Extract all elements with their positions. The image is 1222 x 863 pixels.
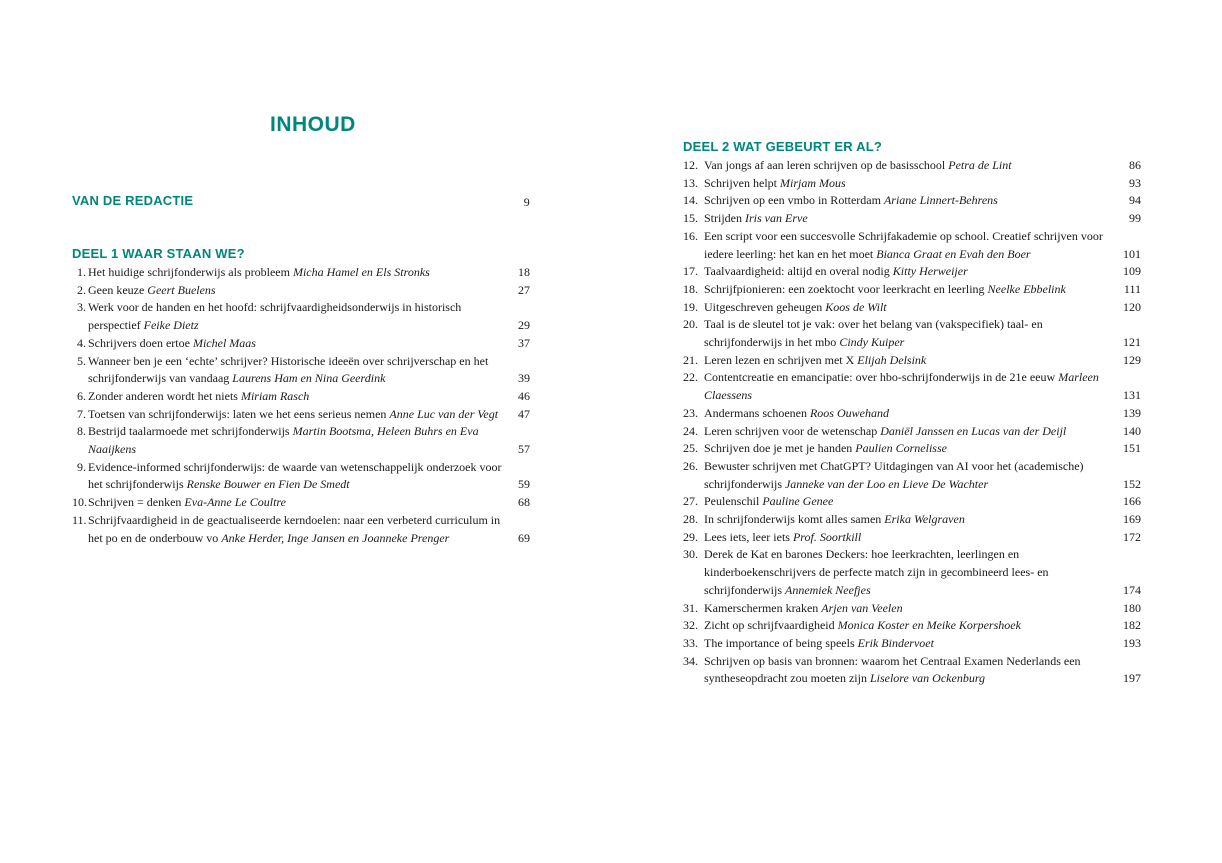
entry-author: Koos de Wilt: [825, 299, 887, 314]
entry-page-number: 166: [1123, 494, 1141, 509]
entry-number: 15.: [683, 211, 698, 226]
heading-label: VAN DE REDACTIE: [72, 193, 194, 208]
entry-title: Toetsen van schrijfonderwijs: laten we het eens serieus nemen: [88, 406, 387, 421]
entry-author: Iris van Erve: [745, 211, 808, 226]
entry-title: Werk voor de handen en het hoofd: schrijfvaardigheidsonderwijs in historisch perspectief: [88, 300, 462, 333]
entry-author: Elijah Delsink: [857, 352, 927, 367]
entry-page-number: 39: [518, 371, 530, 386]
entry-number: 20.: [683, 317, 698, 332]
toc-entry[interactable]: [683, 423, 1141, 441]
toc-entry[interactable]: [72, 512, 530, 547]
entry-number: 27.: [683, 494, 698, 509]
toc-entry[interactable]: [72, 494, 530, 512]
entry-author: Eva-Anne Le Coultre: [184, 495, 286, 510]
toc-entry[interactable]: [683, 600, 1141, 618]
entry-author: Ariane Linnert-Behrens: [883, 193, 998, 208]
entry-page-number: 94: [1129, 193, 1141, 208]
entry-author: Cindy Kuiper: [839, 335, 905, 350]
page-title: INHOUD: [270, 113, 356, 136]
toc-entry[interactable]: [72, 264, 530, 282]
entry-author: Marleen Claessens: [704, 370, 1099, 403]
entry-number: 22.: [683, 370, 698, 385]
entry-author: Laurens Ham en Nina Geerdink: [232, 371, 386, 386]
entry-number: 16.: [683, 228, 698, 243]
entry-title: Schrijvers doen ertoe: [88, 335, 190, 350]
entry-number: 9.: [77, 459, 86, 474]
entry-page-number: 111: [1123, 281, 1141, 296]
entry-number: 3.: [77, 300, 86, 315]
entry-page-number: 182: [1123, 618, 1141, 633]
entry-author: Petra de Lint: [948, 158, 1012, 172]
toc-entry[interactable]: [683, 493, 1141, 511]
entry-page-number: 152: [1123, 476, 1141, 491]
entry-number: 23.: [683, 405, 698, 420]
entry-author: Arjen van Veelen: [821, 600, 903, 615]
entry-author: Janneke van der Loo en Lieve De Wachter: [784, 476, 989, 491]
entry-number: 28.: [683, 512, 698, 527]
entry-page-number: 120: [1123, 299, 1141, 314]
entry-number: 29.: [683, 529, 698, 544]
toc-entry[interactable]: [683, 511, 1141, 529]
entry-title: Geen keuze: [88, 282, 145, 297]
entry-page-number: 69: [518, 530, 530, 545]
entry-author: Mirjam Mous: [779, 175, 846, 190]
entry-author: Miriam Rasch: [240, 388, 310, 403]
entry-number: 32.: [683, 618, 698, 633]
toc-entry[interactable]: [683, 263, 1141, 281]
entry-title: Taal is de sleutel tot je vak: over het belang van (vakspecifiek) taal- en schrijfonderwijs in het mbo: [704, 317, 1043, 350]
entry-page-number: 37: [518, 335, 530, 350]
toc-entry[interactable]: [72, 459, 530, 494]
entry-number: 18.: [683, 281, 698, 296]
entry-title: In schrijfonderwijs komt alles samen: [704, 512, 882, 527]
entry-page-number: 174: [1123, 582, 1141, 597]
toc-entry[interactable]: [72, 388, 530, 406]
entry-author: Kitty Herweijer: [892, 264, 968, 279]
entry-author: Monica Koster en Meike Korpershoek: [837, 618, 1021, 633]
entry-title: Derek de Kat en barones Deckers: hoe leerkrachten, leerlingen en kinderboekenschrijvers de perfecte match zijn in gecombineerd lees- en schrijfonderwijs: [704, 547, 1049, 597]
section-heading-redactie[interactable]: [72, 193, 530, 211]
entry-page-number: 151: [1123, 441, 1141, 456]
entry-title: Een script voor een succesvolle Schrijfakademie op school. Creatief schrijven voor iedere leerling: het kan en het moet: [704, 228, 1103, 261]
entry-title: Schrijven op basis van bronnen: waarom het Centraal Examen Nederlands een syntheseopdracht zou moeten zijn: [704, 653, 1081, 686]
entry-number: 1.: [77, 265, 86, 279]
toc-entry[interactable]: [683, 440, 1141, 458]
entry-number: 5.: [77, 353, 86, 368]
entry-page-number: 131: [1123, 388, 1141, 403]
entry-page-number: 139: [1123, 405, 1141, 420]
entry-page-number: 109: [1123, 264, 1141, 279]
entry-title: Bewuster schrijven met ChatGPT? Uitdagingen van AI voor het (academische) schrijfonderwijs: [704, 458, 1084, 491]
entry-author: Bianca Graat en Evah den Boer: [876, 246, 1031, 261]
entry-author: Erika Welgraven: [884, 512, 965, 527]
toc-entry[interactable]: [72, 299, 530, 334]
toc-entry[interactable]: [683, 529, 1141, 547]
entry-number: 14.: [683, 193, 698, 208]
toc-entry[interactable]: [683, 281, 1141, 299]
toc-entry[interactable]: [683, 175, 1141, 193]
entry-title: Leren schrijven voor de wetenschap: [704, 423, 878, 438]
entry-number: 25.: [683, 441, 698, 456]
entry-author: Micha Hamel en Els Stronks: [292, 265, 430, 279]
entry-title: Zicht op schrijfvaardigheid: [704, 618, 835, 633]
toc-entry[interactable]: [683, 352, 1141, 370]
entry-page-number: 99: [1129, 211, 1141, 226]
entry-number: 7.: [77, 406, 86, 421]
toc-entry[interactable]: [72, 353, 530, 388]
entry-title: Schrijven doe je met je handen: [704, 441, 853, 456]
entry-author: Feike Dietz: [143, 318, 199, 333]
entry-title: Schrijfpionieren: een zoektocht voor leerkracht en leerling: [704, 281, 985, 296]
entry-title: Leren lezen en schrijven met X: [704, 352, 855, 367]
toc-entry[interactable]: [683, 546, 1141, 599]
entry-author: Neelke Ebbelink: [987, 281, 1066, 296]
entry-number: 2.: [77, 282, 86, 297]
entry-number: 11.: [72, 512, 87, 527]
toc-list-deel-2: [683, 157, 1141, 688]
entry-number: 4.: [77, 335, 86, 350]
entry-page-number: 93: [1129, 175, 1141, 190]
entry-author: Michel Maas: [192, 335, 256, 350]
toc-entry[interactable]: [683, 192, 1141, 210]
entry-title: Het huidige schrijfonderwijs als probleem: [88, 265, 290, 279]
toc-entry[interactable]: [683, 316, 1141, 351]
entry-page-number: 101: [1123, 246, 1141, 261]
entry-title: Peulenschil: [704, 494, 760, 509]
toc-entry[interactable]: [683, 635, 1141, 653]
entry-number: 6.: [77, 388, 86, 403]
toc-entry[interactable]: [683, 458, 1141, 493]
entry-page-number: 140: [1123, 423, 1141, 438]
section-heading-deel-2: DEEL 2 WAT GEBEURT ER AL?: [683, 139, 883, 154]
entry-title: Contentcreatie en emancipatie: over hbo-schrijfonderwijs in de 21e eeuw: [704, 370, 1056, 385]
entry-number: 17.: [683, 264, 698, 279]
entry-title: Strijden: [704, 211, 742, 226]
entry-author: Pauline Genee: [762, 494, 834, 509]
entry-page-number: 169: [1123, 512, 1141, 527]
entry-number: 12.: [683, 158, 698, 172]
entry-page-number: 47: [518, 406, 530, 421]
entry-number: 31.: [683, 600, 698, 615]
entry-title: Schrijven helpt: [704, 175, 777, 190]
section-heading-deel-1: DEEL 1 WAAR STAAN WE?: [72, 246, 245, 261]
toc-entry[interactable]: [72, 423, 530, 458]
entry-number: 24.: [683, 423, 698, 438]
entry-title: Bestrijd taalarmoede met schrijfonderwijs: [88, 424, 290, 439]
entry-number: 10.: [72, 495, 87, 510]
toc-entry[interactable]: [72, 406, 530, 424]
toc-entry[interactable]: [72, 282, 530, 300]
entry-page-number: 121: [1123, 335, 1141, 350]
entry-title: Wanneer ben je een ‘echte’ schrijver? Historische ideeën over schrijverschap en het schrijfonderwijs van vandaag: [88, 353, 489, 386]
entry-author: Roos Ouwehand: [809, 405, 889, 420]
entry-author: Daniël Janssen en Lucas van der Deijl: [880, 423, 1067, 438]
entry-page-number: 59: [518, 477, 530, 492]
entry-title: Lees iets, leer iets: [704, 529, 790, 544]
entry-author: Paulien Cornelisse: [855, 441, 947, 456]
toc-entry[interactable]: [683, 210, 1141, 228]
entry-number: 8.: [77, 424, 86, 439]
toc-entry[interactable]: [683, 369, 1141, 404]
entry-page-number: 129: [1123, 352, 1141, 367]
entry-page-number: 57: [518, 442, 530, 457]
entry-author: Erik Bindervoet: [857, 635, 934, 650]
entry-author: Annemiek Neefjes: [784, 582, 871, 597]
entry-page-number: 46: [518, 388, 530, 403]
entry-page-number: 197: [1123, 671, 1141, 686]
entry-author: Liselore van Ockenburg: [869, 671, 986, 686]
entry-number: 13.: [683, 175, 698, 190]
entry-author: Prof. Soortkill: [792, 529, 862, 544]
toc-entry[interactable]: [683, 653, 1141, 688]
entry-page-number: 18: [518, 265, 530, 279]
entry-title: Zonder anderen wordt het niets: [88, 388, 238, 403]
entry-number: 30.: [683, 547, 698, 562]
entry-number: 21.: [683, 352, 698, 367]
entry-page-number: 29: [518, 318, 530, 333]
entry-number: 19.: [683, 299, 698, 314]
entry-number: 26.: [683, 458, 698, 473]
toc-entry[interactable]: [683, 299, 1141, 317]
entry-page-number: 86: [1129, 158, 1141, 172]
entry-title: Andermans schoenen: [704, 405, 807, 420]
entry-title: Evidence-informed schrijfonderwijs: de waarde van wetenschappelijk onderzoek voor het schrijfonderwijs: [88, 459, 502, 492]
entry-title: Van jongs af aan leren schrijven op de basisschool: [704, 158, 946, 172]
entry-title: Schrijven op een vmbo in Rotterdam: [704, 193, 881, 208]
entry-author: Martin Bootsma, Heleen Buhrs en Eva Naaijkens: [88, 424, 479, 457]
entry-title: Schrijfvaardigheid in de geactualiseerde kerndoelen: naar een verbeterd curriculum in het po en de onderbouw vo: [88, 512, 501, 545]
entry-number: 33.: [683, 635, 698, 650]
entry-author: Anke Herder, Inge Jansen en Joanneke Prenger: [221, 530, 450, 545]
toc-entry[interactable]: [683, 228, 1141, 263]
entry-author: Geert Buelens: [147, 282, 216, 297]
entry-page-number: 193: [1123, 635, 1141, 650]
toc-entry[interactable]: [683, 405, 1141, 423]
entry-page-number: 68: [518, 495, 530, 510]
entry-page-number: 180: [1123, 600, 1141, 615]
page-number: 9: [523, 195, 530, 209]
toc-entry[interactable]: [683, 157, 1141, 175]
entry-title: Taalvaardigheid: altijd en overal nodig: [704, 264, 890, 279]
entry-title: Kamerschermen kraken: [704, 600, 819, 615]
entry-title: Uitgeschreven geheugen: [704, 299, 823, 314]
entry-title: The importance of being speels: [704, 635, 855, 650]
toc-entry[interactable]: [683, 617, 1141, 635]
toc-entry[interactable]: [72, 335, 530, 353]
entry-page-number: 172: [1123, 529, 1141, 544]
entry-page-number: 27: [518, 282, 530, 297]
entry-number: 34.: [683, 653, 698, 668]
toc-list-deel-1: [72, 264, 530, 547]
entry-author: Anne Luc van der Vegt: [389, 406, 499, 421]
entry-author: Renske Bouwer en Fien De Smedt: [186, 477, 350, 492]
entry-title: Schrijven = denken: [88, 495, 182, 510]
